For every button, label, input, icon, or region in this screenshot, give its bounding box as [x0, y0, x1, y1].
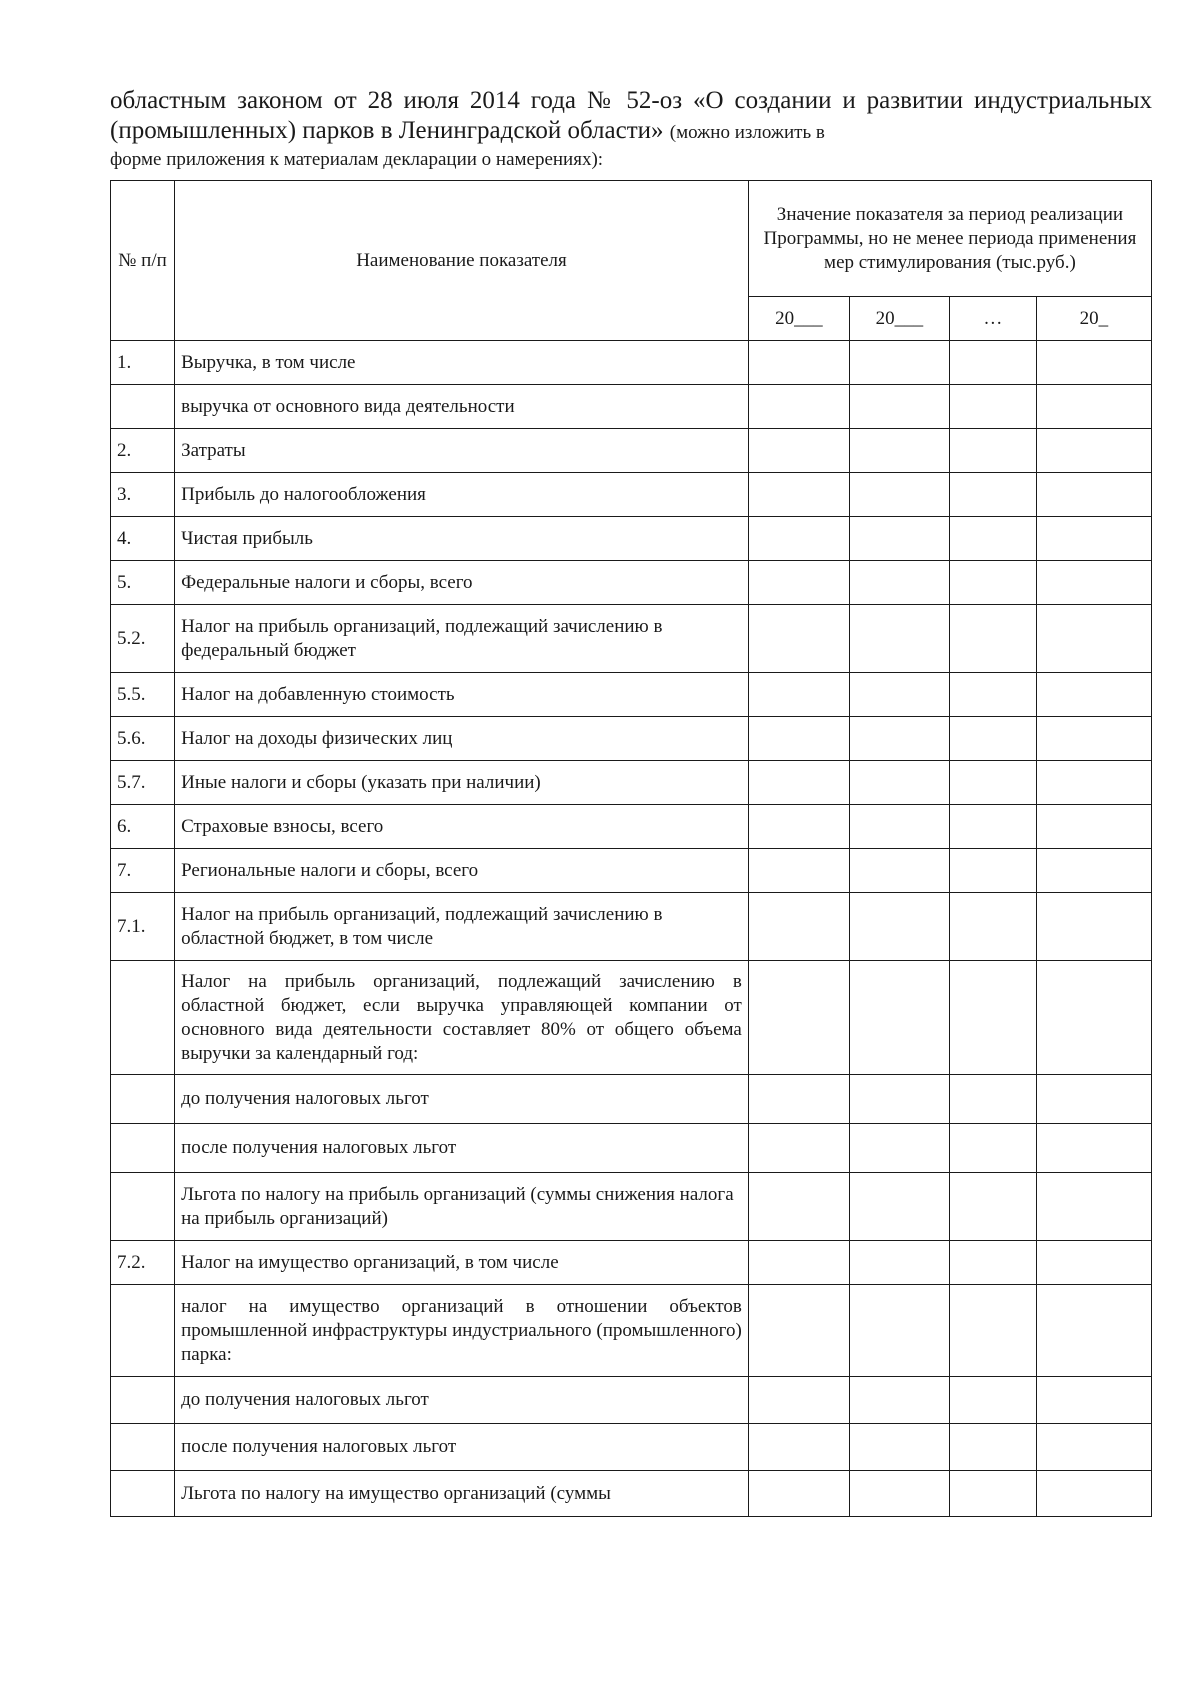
header-year-last: 20_ [1036, 297, 1151, 341]
document-page [110, 86, 1152, 1517]
value-cell[interactable] [949, 605, 1036, 673]
header-year-ellipsis: … [949, 297, 1036, 341]
value-cell[interactable] [1036, 1075, 1151, 1124]
value-cell[interactable] [748, 1285, 849, 1377]
value-cell[interactable] [1036, 805, 1151, 849]
value-cell[interactable] [949, 1285, 1036, 1377]
row-indicator: выручка от основного вида деятельности [175, 385, 749, 429]
table-row [111, 1075, 1152, 1124]
value-cell[interactable] [949, 1173, 1036, 1241]
table-row [111, 1377, 1152, 1424]
value-cell[interactable] [1036, 385, 1151, 429]
value-cell[interactable] [748, 1241, 849, 1285]
value-cell[interactable] [1036, 473, 1151, 517]
value-cell[interactable] [1036, 605, 1151, 673]
value-cell[interactable] [849, 1471, 949, 1517]
row-indicator: до получения налоговых льгот [175, 1075, 749, 1124]
table-row [111, 605, 1152, 673]
header-indicator-name: Наименование показателя [175, 181, 749, 341]
row-indicator: Налог на имущество организаций, в том числе [175, 1241, 749, 1285]
value-cell[interactable] [849, 1377, 949, 1424]
value-cell[interactable] [849, 517, 949, 561]
value-cell[interactable] [849, 1424, 949, 1471]
value-cell[interactable] [748, 1173, 849, 1241]
table-row [111, 761, 1152, 805]
value-cell[interactable] [748, 761, 849, 805]
value-cell[interactable] [949, 429, 1036, 473]
row-number: 7. [111, 849, 175, 893]
row-number [111, 1285, 175, 1377]
row-number: 5. [111, 561, 175, 605]
value-cell[interactable] [748, 673, 849, 717]
value-cell[interactable] [949, 561, 1036, 605]
header-period-values: Значение показателя за период реализации Программы, но не менее периода применения мер стимулирования (тыс.руб.) [748, 181, 1151, 297]
value-cell[interactable] [1036, 1424, 1151, 1471]
value-cell[interactable] [949, 1377, 1036, 1424]
row-indicator: Льгота по налогу на прибыль организаций (суммы снижения налога на прибыль организаций) [175, 1173, 749, 1241]
table-row [111, 429, 1152, 473]
row-indicator: Налог на прибыль организаций, подлежащий зачислению в областной бюджет, если выручка управляющей компании от основного вида деятельности составляет 80% от общего объема выручки за календарный год: [175, 961, 749, 1075]
table-row [111, 385, 1152, 429]
table-row [111, 561, 1152, 605]
row-number [111, 1075, 175, 1124]
row-number: 5.7. [111, 761, 175, 805]
value-cell[interactable] [1036, 1173, 1151, 1241]
value-cell[interactable] [949, 961, 1036, 1075]
value-cell[interactable] [849, 1173, 949, 1241]
table-row [111, 1285, 1152, 1377]
row-number: 5.5. [111, 673, 175, 717]
row-number [111, 1124, 175, 1173]
value-cell[interactable] [1036, 1377, 1151, 1424]
value-cell[interactable] [748, 1471, 849, 1517]
row-number: 7.2. [111, 1241, 175, 1285]
value-cell[interactable] [748, 385, 849, 429]
header-number: № п/п [111, 181, 175, 341]
value-cell[interactable] [1036, 761, 1151, 805]
value-cell[interactable] [949, 385, 1036, 429]
value-cell[interactable] [1036, 429, 1151, 473]
row-number [111, 1377, 175, 1424]
value-cell[interactable] [748, 517, 849, 561]
value-cell[interactable] [849, 473, 949, 517]
value-cell[interactable] [949, 673, 1036, 717]
row-indicator: до получения налоговых льгот [175, 1377, 749, 1424]
table-row [111, 473, 1152, 517]
table-row [111, 717, 1152, 761]
value-cell[interactable] [949, 1424, 1036, 1471]
value-cell[interactable] [748, 849, 849, 893]
value-cell[interactable] [748, 1075, 849, 1124]
value-cell[interactable] [849, 1285, 949, 1377]
value-cell[interactable] [1036, 517, 1151, 561]
value-cell[interactable] [849, 673, 949, 717]
row-number: 6. [111, 805, 175, 849]
table-row [111, 341, 1152, 385]
value-cell[interactable] [748, 805, 849, 849]
value-cell[interactable] [748, 1124, 849, 1173]
table-row [111, 1124, 1152, 1173]
value-cell[interactable] [849, 341, 949, 385]
row-indicator: после получения налоговых льгот [175, 1124, 749, 1173]
table-row [111, 1241, 1152, 1285]
table-row [111, 805, 1152, 849]
value-cell[interactable] [949, 473, 1036, 517]
row-indicator: Региональные налоги и сборы, всего [175, 849, 749, 893]
row-indicator: Налог на прибыль организаций, подлежащий зачислению в федеральный бюджет [175, 605, 749, 673]
row-number: 4. [111, 517, 175, 561]
value-cell[interactable] [748, 341, 849, 385]
value-cell[interactable] [748, 429, 849, 473]
value-cell[interactable] [949, 341, 1036, 385]
value-cell[interactable] [849, 961, 949, 1075]
value-cell[interactable] [849, 849, 949, 893]
value-cell[interactable] [1036, 1471, 1151, 1517]
value-cell[interactable] [748, 893, 849, 961]
value-cell[interactable] [849, 605, 949, 673]
value-cell[interactable] [748, 605, 849, 673]
table-row [111, 517, 1152, 561]
value-cell[interactable] [849, 893, 949, 961]
header-year-1: 20___ [748, 297, 849, 341]
row-indicator: Чистая прибыль [175, 517, 749, 561]
value-cell[interactable] [849, 1241, 949, 1285]
row-indicator: Страховые взносы, всего [175, 805, 749, 849]
value-cell[interactable] [1036, 561, 1151, 605]
row-number: 5.6. [111, 717, 175, 761]
row-number [111, 385, 175, 429]
value-cell[interactable] [1036, 1124, 1151, 1173]
value-cell[interactable] [849, 385, 949, 429]
value-cell[interactable] [949, 1124, 1036, 1173]
row-number: 2. [111, 429, 175, 473]
table-row [111, 1424, 1152, 1471]
value-cell[interactable] [748, 561, 849, 605]
row-number: 1. [111, 341, 175, 385]
value-cell[interactable] [1036, 893, 1151, 961]
value-cell[interactable] [949, 893, 1036, 961]
table-row [111, 961, 1152, 1075]
intro-main-text: областным законом от 28 июля 2014 года № 52-оз «О создании и развитии индустриальных (промышленных) парков в Ленинградской области» [110, 87, 1152, 144]
row-indicator: Налог на доходы физических лиц [175, 717, 749, 761]
row-indicator: после получения налоговых льгот [175, 1424, 749, 1471]
value-cell[interactable] [1036, 1241, 1151, 1285]
row-indicator: Федеральные налоги и сборы, всего [175, 561, 749, 605]
value-cell[interactable] [1036, 961, 1151, 1075]
table-row [111, 1471, 1152, 1517]
value-cell[interactable] [748, 717, 849, 761]
row-number: 5.2. [111, 605, 175, 673]
value-cell[interactable] [949, 1471, 1036, 1517]
value-cell[interactable] [849, 561, 949, 605]
row-indicator: Затраты [175, 429, 749, 473]
value-cell[interactable] [849, 1075, 949, 1124]
row-indicator: Налог на добавленную стоимость [175, 673, 749, 717]
value-cell[interactable] [849, 805, 949, 849]
value-cell[interactable] [949, 805, 1036, 849]
header-row [111, 181, 1152, 297]
value-cell[interactable] [748, 1377, 849, 1424]
intro-note-start: (можно изложить в [669, 122, 825, 143]
value-cell[interactable] [849, 429, 949, 473]
value-cell[interactable] [849, 1124, 949, 1173]
row-number [111, 1173, 175, 1241]
row-number [111, 961, 175, 1075]
table-row [111, 893, 1152, 961]
value-cell[interactable] [849, 761, 949, 805]
value-cell[interactable] [748, 1424, 849, 1471]
intro-paragraph [110, 86, 1152, 172]
table-row [111, 849, 1152, 893]
intro-note-end: форме приложения к материалам декларации о намерениях): [110, 149, 604, 170]
row-number [111, 1424, 175, 1471]
row-indicator: Иные налоги и сборы (указать при наличии) [175, 761, 749, 805]
row-indicator: Налог на прибыль организаций, подлежащий зачислению в областной бюджет, в том числе [175, 893, 749, 961]
row-number: 3. [111, 473, 175, 517]
row-number [111, 1471, 175, 1517]
value-cell[interactable] [1036, 673, 1151, 717]
row-indicator: Льгота по налогу на имущество организаций (суммы [175, 1471, 749, 1517]
value-cell[interactable] [1036, 341, 1151, 385]
table-row [111, 673, 1152, 717]
row-indicator: Выручка, в том числе [175, 341, 749, 385]
table-row [111, 1173, 1152, 1241]
value-cell[interactable] [1036, 849, 1151, 893]
value-cell[interactable] [748, 473, 849, 517]
indicators-table [110, 180, 1152, 1517]
row-number: 7.1. [111, 893, 175, 961]
header-year-2: 20___ [849, 297, 949, 341]
value-cell[interactable] [949, 1241, 1036, 1285]
value-cell[interactable] [949, 1075, 1036, 1124]
value-cell[interactable] [748, 961, 849, 1075]
value-cell[interactable] [1036, 1285, 1151, 1377]
value-cell[interactable] [949, 517, 1036, 561]
row-indicator: налог на имущество организаций в отношении объектов промышленной инфраструктуры индустриального (промышленного) парка: [175, 1285, 749, 1377]
value-cell[interactable] [1036, 717, 1151, 761]
value-cell[interactable] [949, 849, 1036, 893]
value-cell[interactable] [849, 717, 949, 761]
value-cell[interactable] [949, 717, 1036, 761]
row-indicator: Прибыль до налогообложения [175, 473, 749, 517]
value-cell[interactable] [949, 761, 1036, 805]
